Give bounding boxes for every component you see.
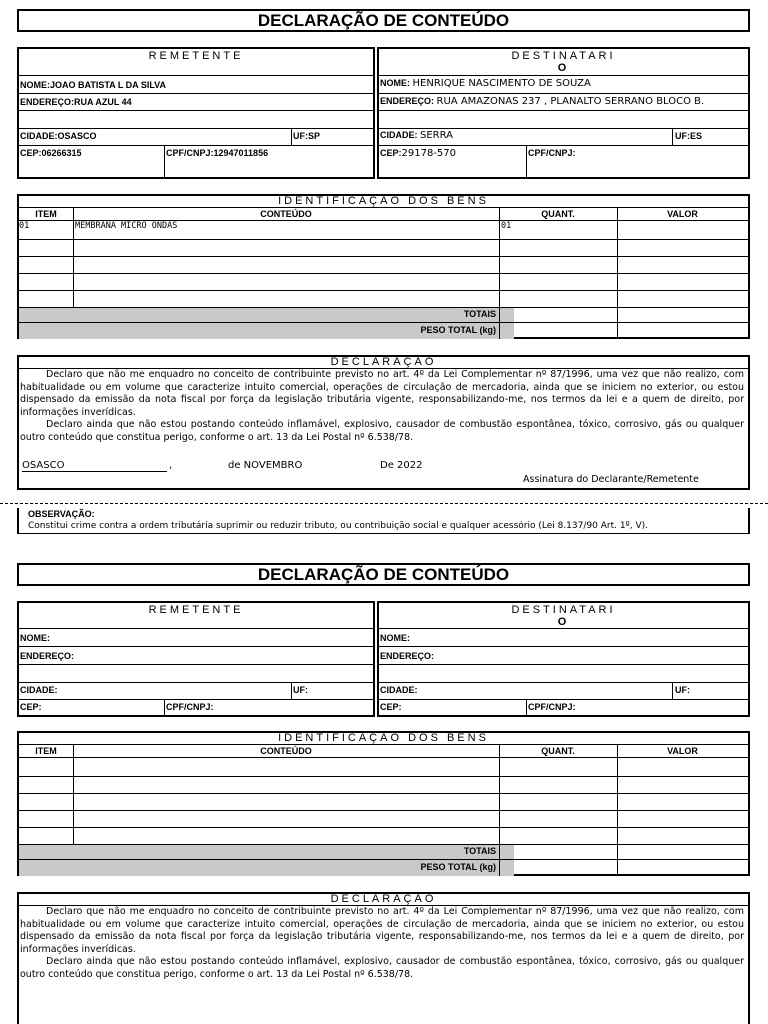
form1-declaracao-text: Declaro que não me enquadro no conceito de contribuinte previsto no art. 4º da Lei Complementar nº 87/1996, uma vez que não realizo, com habitualidade ou em volume que caracterize intuito comercial, operações de circulação de mercadoria, ainda que se iniciem no exterior, ou estou dispensado da emissão da nota fiscal por força da legislação tributária vigente, responsabilizando-me, nos termos da lei e a quem de direito, por informações inverídicas. Declaro ainda que não estou postando conteúdo inflamável, explosivo, causador de combustão espontânea, tóxico, corrosivo, gás ou qualquer outro conteúdo que constitua perigo, conforme o art. 13 da Lei Postal nº 6.538/78. bbox=[20, 369, 744, 443]
form1-rem-uf: UF:SP bbox=[293, 131, 321, 141]
form2-declaracao-text: Declaro que não me enquadro no conceito de contribuinte previsto no art. 4º da Lei Complementar nº 87/1996, uma vez que não realizo, com habitualidade ou em volume que caracterize intuito comercial, operações de circulação de mercadoria, ainda que se iniciem no exterior, ou estou dispensado da emissão da nota fiscal por força da legislação tributária vigente, responsabilizando-me, nos termos da lei e a quem de direito, por informações inverídicas. Declaro ainda que não estou postando conteúdo inflamável, explosivo, causador de combustão espontânea, tóxico, corrosivo, gás ou qualquer outro conteúdo que constitua perigo, conforme o art. 13 da Lei Postal nº 6.538/78. bbox=[20, 906, 744, 980]
form1-comma: , bbox=[169, 460, 173, 471]
form1-bens-table bbox=[17, 194, 750, 339]
form2-declaracao-box bbox=[17, 892, 750, 1024]
form2-dest-endereco: ENDEREÇO: bbox=[380, 651, 435, 661]
form2-dest-cidade: CIDADE: bbox=[380, 685, 418, 695]
form2-peso-label: PESO TOTAL (kg) bbox=[420, 862, 496, 872]
observacao-text: Constitui crime contra a ordem tributária suprimir ou reduzir tributo, ou contribuição social e qualquer acessório (Lei 8.137/90 Art. 1º, V). bbox=[28, 521, 649, 531]
form2-bens-header: IDENTIFICAÇÃO DOS BENS bbox=[278, 732, 489, 744]
form2-totais-label: TOTAIS bbox=[463, 846, 496, 856]
form1-mes: de NOVEMBRO bbox=[228, 460, 303, 471]
form1-ano: De 2022 bbox=[380, 460, 423, 471]
form1-remetente-header: REMETENTE bbox=[148, 50, 244, 62]
form1-peso-label: PESO TOTAL (kg) bbox=[420, 325, 496, 335]
form1-local: OSASCO bbox=[22, 460, 167, 472]
form1-rem-nome: NOME:JOAO BATISTA L DA SILVA bbox=[20, 80, 167, 90]
form1-remetente-box bbox=[17, 47, 375, 179]
form2-remetente-header: REMETENTE bbox=[148, 604, 244, 616]
form1-col-conteudo: CONTEÚDO bbox=[260, 209, 312, 219]
form1-dest-cidade: CIDADE: SERRA bbox=[380, 130, 454, 141]
form2-rem-cpf: CPF/CNPJ: bbox=[166, 702, 214, 712]
form1-rem-cep: CEP:06266315 bbox=[20, 148, 82, 158]
form2-dest-cpf: CPF/CNPJ: bbox=[528, 702, 576, 712]
observacao-box bbox=[17, 508, 750, 534]
form1-rem-endereco: ENDEREÇO:RUA AZUL 44 bbox=[20, 97, 132, 107]
form1-bens-header: IDENTIFICAÇÃO DOS BENS bbox=[278, 195, 489, 207]
form1-row1-item: 01 bbox=[19, 221, 30, 231]
observacao-label: OBSERVAÇÃO: bbox=[28, 509, 95, 519]
form2-col-valor: VALOR bbox=[667, 746, 698, 756]
form1-destinatario-box bbox=[377, 47, 750, 179]
form1-dest-nome: NOME: HENRIQUE NASCIMENTO DE SOUZA bbox=[380, 78, 591, 89]
form2-rem-cep: CEP: bbox=[20, 702, 42, 712]
form2-rem-uf: UF: bbox=[293, 685, 308, 695]
form1-destinatario-header: DESTINATARI O bbox=[511, 50, 616, 74]
form1-dest-cep: CEP:29178-570 bbox=[380, 148, 457, 159]
form1-rem-cidade: CIDADE:OSASCO bbox=[20, 131, 97, 141]
form2-bens-table bbox=[17, 731, 750, 876]
form2-destinatario-header: DESTINATARI O bbox=[511, 604, 616, 628]
form1-col-item: ITEM bbox=[35, 209, 57, 219]
form1-row1-quant: 01 bbox=[501, 221, 512, 231]
form2-destinatario-box bbox=[377, 601, 750, 717]
form1-col-valor: VALOR bbox=[667, 209, 698, 219]
form2-rem-endereco: ENDEREÇO: bbox=[20, 651, 75, 661]
form1-dest-endereco: ENDEREÇO: RUA AMAZONAS 237 , PLANALTO SERRANO BLOCO B. bbox=[380, 96, 705, 107]
form2-col-quant: QUANT. bbox=[541, 746, 575, 756]
form1-assinatura: Assinatura do Declarante/Remetente bbox=[523, 474, 699, 485]
form2-declaracao-header: DECLARAÇÃO bbox=[330, 893, 437, 905]
form2-rem-nome: NOME: bbox=[20, 633, 50, 643]
form1-dest-uf: UF:ES bbox=[675, 131, 703, 141]
form1-rem-cpf: CPF/CNPJ:12947011856 bbox=[166, 148, 269, 158]
form2-dest-nome: NOME: bbox=[380, 633, 410, 643]
form1-dest-cpf: CPF/CNPJ: bbox=[528, 148, 576, 158]
form1-title: DECLARAÇÃO DE CONTEÚDO bbox=[17, 9, 750, 32]
form1-row1-conteudo: MEMBRANA MICRO ONDAS bbox=[75, 221, 178, 231]
form2-title: DECLARAÇÃO DE CONTEÚDO bbox=[17, 563, 750, 586]
form1-col-quant: QUANT. bbox=[541, 209, 575, 219]
form2-col-conteudo: CONTEÚDO bbox=[260, 746, 312, 756]
form1-declaracao-box bbox=[17, 355, 750, 490]
form2-dest-uf: UF: bbox=[675, 685, 690, 695]
form2-dest-cep: CEP: bbox=[380, 702, 402, 712]
cut-line bbox=[0, 503, 768, 504]
form2-rem-cidade: CIDADE: bbox=[20, 685, 58, 695]
form1-totais-label: TOTAIS bbox=[463, 309, 496, 319]
form2-remetente-box bbox=[17, 601, 375, 717]
form1-declaracao-header: DECLARAÇÃO bbox=[330, 356, 437, 368]
form2-col-item: ITEM bbox=[35, 746, 57, 756]
